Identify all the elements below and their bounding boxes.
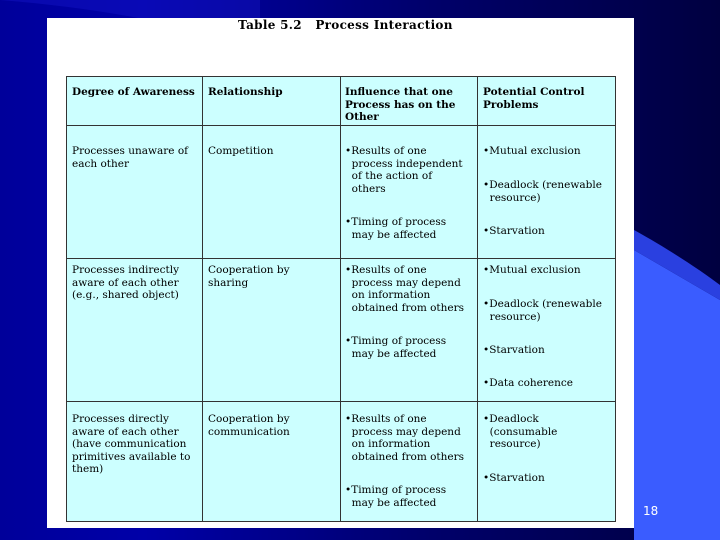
- row1-problem-starvation: •Starvation: [483, 225, 545, 237]
- row2-problem-deadlock: •Deadlock (renewable resource): [483, 298, 602, 323]
- header-potential-control-problems: Potential Control Problems: [483, 86, 585, 111]
- row1-influence-results: •Results of one process independent of the action of others: [345, 145, 463, 195]
- header-degree-of-awareness: Degree of Awareness: [72, 86, 195, 98]
- row2-problem-starvation: •Starvation: [483, 344, 545, 356]
- row2-problem-data-coherence: •Data coherence: [483, 377, 573, 389]
- row1-awareness: Processes unaware of each other: [72, 145, 189, 170]
- row3-influence-results: •Results of one process may depend on information obtained from others: [345, 413, 465, 463]
- table-title: Table 5.2 Process Interaction: [238, 18, 453, 32]
- row3-problem-starvation: •Starvation: [483, 472, 545, 484]
- column-divider: [202, 77, 203, 521]
- column-divider: [340, 77, 341, 521]
- header-influence: Influence that one Process has on the Other: [345, 86, 456, 123]
- row3-awareness: Processes directly aware of each other (have communication primitives available to them): [72, 413, 191, 475]
- row-divider: [67, 125, 615, 126]
- row3-influence-timing: •Timing of process may be affected: [345, 484, 447, 509]
- slide-page-number: 18: [643, 504, 659, 518]
- row1-problem-mutual-exclusion: •Mutual exclusion: [483, 145, 581, 157]
- row1-problem-deadlock: •Deadlock (renewable resource): [483, 179, 602, 204]
- row2-problem-mutual-exclusion: •Mutual exclusion: [483, 264, 581, 276]
- column-divider: [477, 77, 478, 521]
- row2-influence-timing: •Timing of process may be affected: [345, 335, 447, 360]
- row3-relationship: Cooperation by communication: [208, 413, 290, 438]
- row2-awareness: Processes indirectly aware of each other (e.g., shared object): [72, 264, 180, 301]
- row1-relationship: Competition: [208, 145, 274, 157]
- row-divider: [67, 258, 615, 259]
- header-relationship: Relationship: [208, 86, 283, 98]
- row3-problem-deadlock: •Deadlock (consumable resource): [483, 413, 558, 450]
- row2-influence-results: •Results of one process may depend on information obtained from others: [345, 264, 465, 314]
- row1-influence-timing: •Timing of process may be affected: [345, 216, 447, 241]
- process-interaction-table: [66, 76, 616, 522]
- row2-relationship: Cooperation by sharing: [208, 264, 290, 289]
- row-divider: [67, 401, 615, 402]
